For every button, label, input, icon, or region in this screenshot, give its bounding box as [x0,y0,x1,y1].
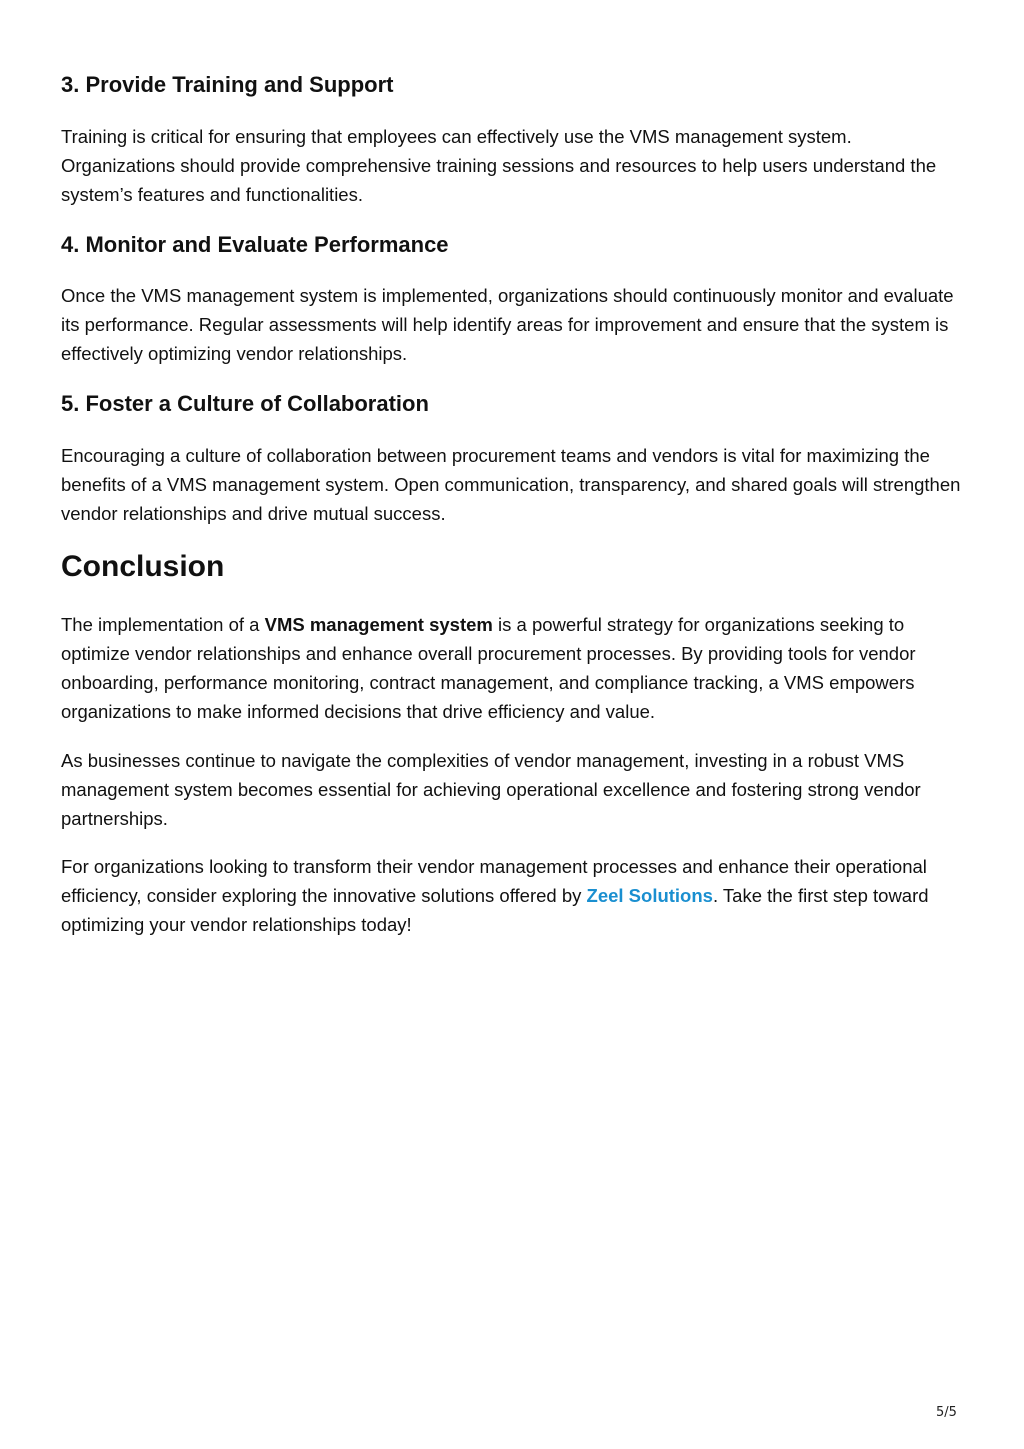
conclusion-paragraph-1 [61,610,966,726]
section-heading-training: 3. Provide Training and Support [61,72,394,97]
section-body-collaboration: Encouraging a culture of collaboration between procurement teams and vendors is vital for maximizing the benefits of a VMS management system. Open communication, transparency, and shared goals will strengthen vendor relationships and drive mutual success. [61,445,961,524]
zeel-solutions-link[interactable]: Zeel Solutions [586,885,713,906]
conclusion-p3-text-before: For organizations looking to transform their vendor management processes and enhance their operational efficiency, consider exploring the innovative solutions offered by [61,856,927,906]
section-body-monitor: Once the VMS management system is implemented, organizations should continuously monitor and evaluate its performance. Regular assessments will help identify areas for improvement and ensure that the system is effectively optimizing vendor relationships. [61,285,954,364]
vms-bold-term: VMS management system [264,614,493,635]
section-heading-collaboration: 5. Foster a Culture of Collaboration [61,391,429,416]
conclusion-p3-text-after: . Take the first step toward optimizing your vendor relationships today! [61,885,929,935]
section-heading-monitor: 4. Monitor and Evaluate Performance [61,232,449,257]
conclusion-p1-text-before: The implementation of a [61,614,265,635]
conclusion-paragraph-2: As businesses continue to navigate the complexities of vendor management, investing in a robust VMS management system becomes essential for achieving operational excellence and fostering strong vendor partnerships. [61,750,921,829]
page-number: 5/5 [936,1405,957,1420]
conclusion-heading: Conclusion [61,550,225,583]
section-body-training: Training is critical for ensuring that employees can effectively use the VMS management system. Organizations should provide comprehensive training sessions and resources to help users understand the system’s features and functionalities. [61,126,937,205]
conclusion-paragraph-3 [61,852,966,939]
conclusion-p1-text-after: is a powerful strategy for organizations seeking to optimize vendor relationships and enhance overall procurement processes. By providing tools for vendor onboarding, performance monitoring, contract management, and compliance tracking, a VMS empowers organizations to make informed decisions that drive efficiency and value. [61,614,916,722]
